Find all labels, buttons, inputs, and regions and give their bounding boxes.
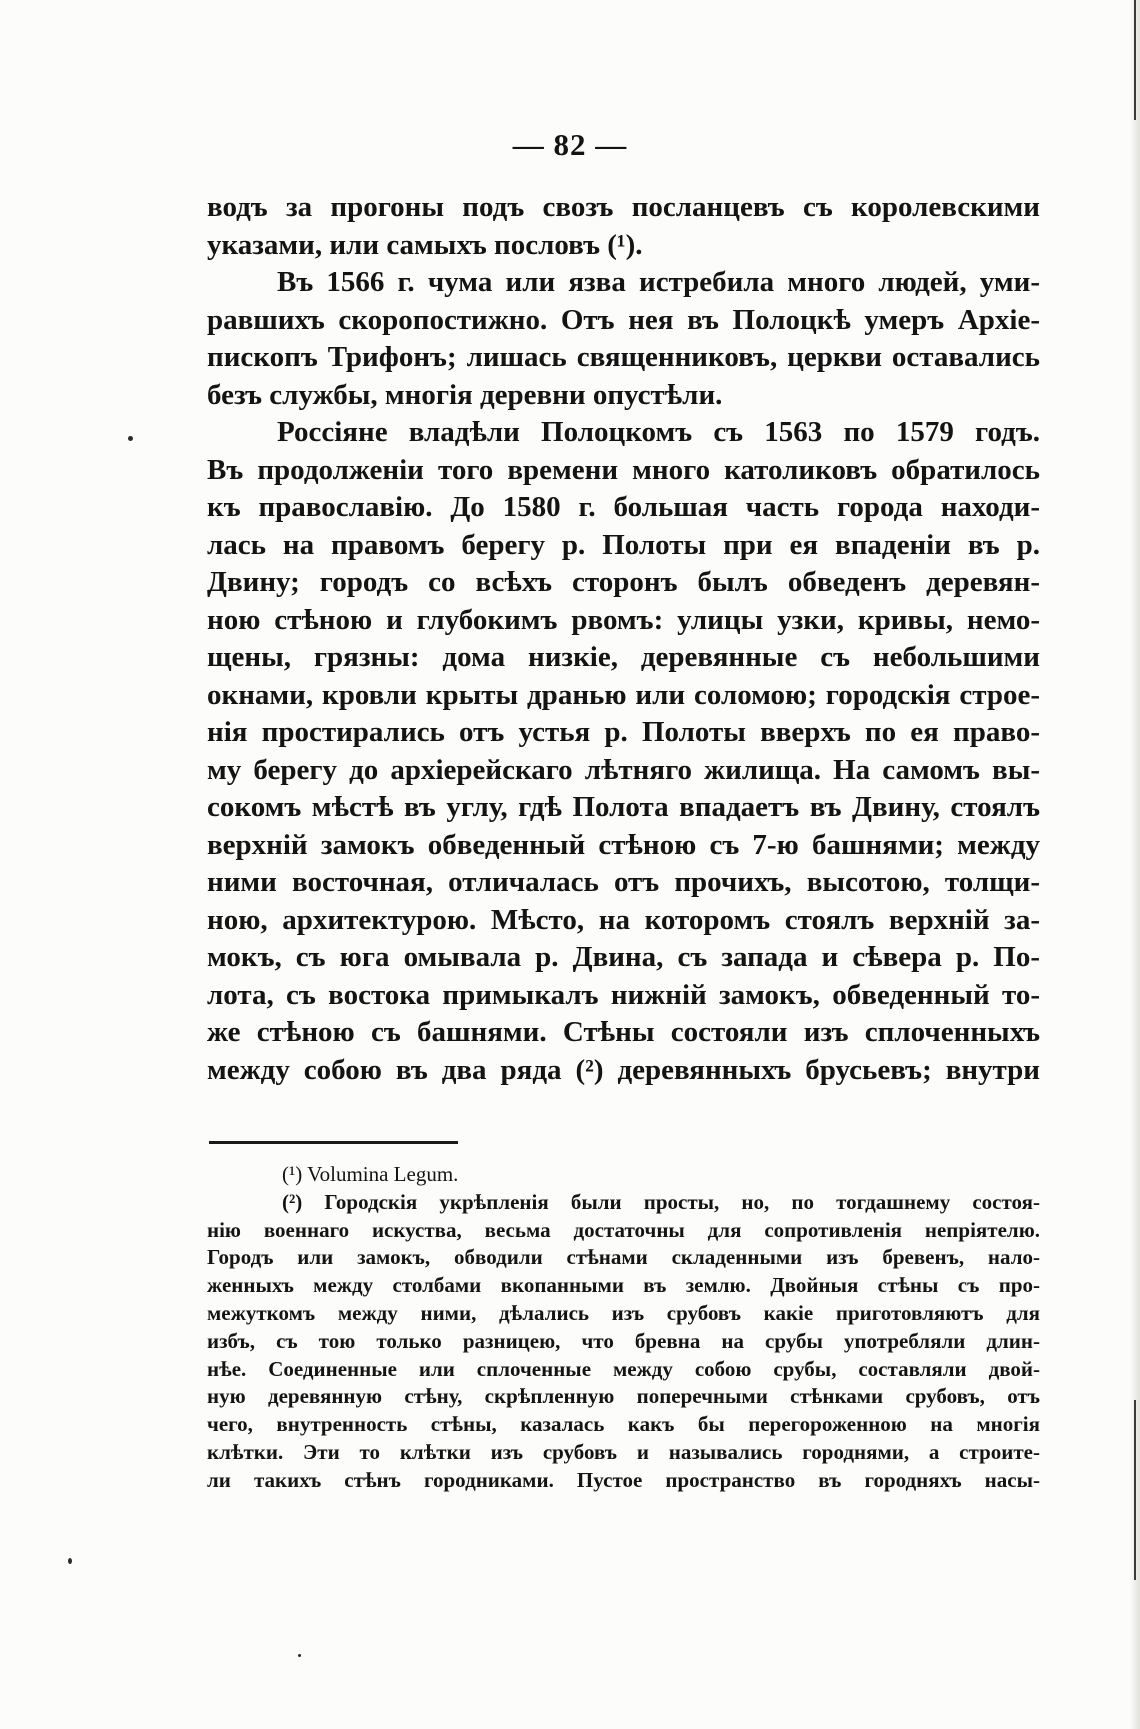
text-line: сокомъ мѣстѣ въ углу, гдѣ Полота впадаетъ въ Двину, стоялъ [207,791,1040,823]
page-number: — 82 — [512,127,628,162]
text-line: пископъ Трифонъ; лишась священниковъ, церкви оставались [207,341,1040,373]
text-line: му берегу до архіерейскаго лѣтняго жилища. На самомъ вы- [207,753,1040,786]
page-edge-line [1134,1400,1136,1580]
text-line: водъ за прогоны подъ свозъ посланцевъ съ королевскими [207,191,1040,223]
footnote-line: женныхъ между столбами вкопанными въ землю. Двойныя стѣны съ про- [207,1273,1040,1298]
text-line: лота, съ востока примыкалъ нижній замокъ, обведенный то- [207,978,1040,1011]
footnote-line: избъ, съ тою только разницею, что бревна на срубы употребляли длин- [207,1328,1040,1353]
scan-speck [298,1654,301,1657]
footnote-line: Городъ или замокъ, обводили стѣнами складенными изъ бревенъ, нало- [207,1245,1040,1270]
text-line: окнами, кровли крыты дранью или соломою; городскія строе- [207,678,1040,711]
footnotes [207,1161,1040,1495]
footnote-line: клѣтки. Эти то клѣтки изъ срубовъ и назывались городнями, а строите- [207,1439,1040,1464]
text-line: ною стѣною и глубокимъ рвомъ: улицы узки, кривы, немо- [207,603,1040,636]
footnote-line: ную деревянную стѣну, скрѣпленную поперечными стѣнками срубовъ, отъ [207,1384,1040,1409]
footnote-line: нѣе. Соединенные или сплоченные между собою срубы, составляли двой- [207,1356,1040,1381]
text-line: Въ продолженіи того времени много католиковъ обратилось [207,453,1040,486]
footnote-line: (¹) Volumina Legum. [282,1162,459,1186]
page-edge-line [1134,0,1136,120]
scan-speck [68,1558,72,1564]
footnote-line: нію военнаго искуства, весьма достаточны для сопротивленія непріятелю. [207,1217,1040,1242]
text-line: Двину; городъ со всѣхъ сторонъ былъ обведенъ деревян- [207,566,1040,598]
text-line: ними восточная, отличалась отъ прочихъ, высотою, толщи- [207,866,1040,898]
scan-speck [128,436,133,441]
footnote-line: (²) Городскія укрѣпленія были просты, но, по тогдашнему состоя- [282,1189,1040,1214]
text-line: указами, или самыхъ пословъ (¹). [207,228,643,261]
text-line: между собою въ два ряда (²) деревянныхъ брусьевъ; внутри [207,1053,1040,1086]
footnote-rule [209,1141,458,1144]
footnote-line: ли такихъ стѣнъ городниками. Пустое пространство въ городняхъ насы- [207,1467,1040,1492]
text-line: щены, грязны: дома низкіе, деревянные съ небольшими [207,641,1040,673]
text-line: къ православію. До 1580 г. большая часть города находи- [207,491,1040,523]
main-text [207,189,1040,1089]
footnote-line: межуткомъ между ними, дѣлались изъ срубовъ какіе приготовляютъ для [207,1300,1040,1325]
text-line: лась на правомъ берегу р. Полоты при ея впаденіи въ р. [207,528,1040,561]
text-line: безъ службы, многія деревни опустѣли. [207,378,723,411]
text-line: Въ 1566 г. чума или язва истребила много людей, уми- [277,266,1040,298]
text-line: равшихъ скоропостижно. Отъ нея въ Полоцкѣ умеръ Архіе- [207,303,1040,336]
text-line: ною, архитектурою. Мѣсто, на которомъ стоялъ верхній за- [207,903,1040,936]
text-line: Россіяне владѣли Полоцкомъ съ 1563 по 1579 годъ. [277,416,1040,448]
text-line: нія простирались отъ устья р. Полоты вверхъ по ея право- [207,716,1040,748]
text-line: же стѣною съ башнями. Стѣны состояли изъ сплоченныхъ [207,1016,1040,1048]
footnote-line: чего, внутренность стѣны, казалась какъ бы перегороженною на многія [207,1412,1040,1437]
text-line: мокъ, съ юга омывала р. Двина, съ запада и сѣвера р. По- [207,941,1040,973]
text-line: верхній замокъ обведенный стѣною съ 7-ю башнями; между [207,828,1040,861]
